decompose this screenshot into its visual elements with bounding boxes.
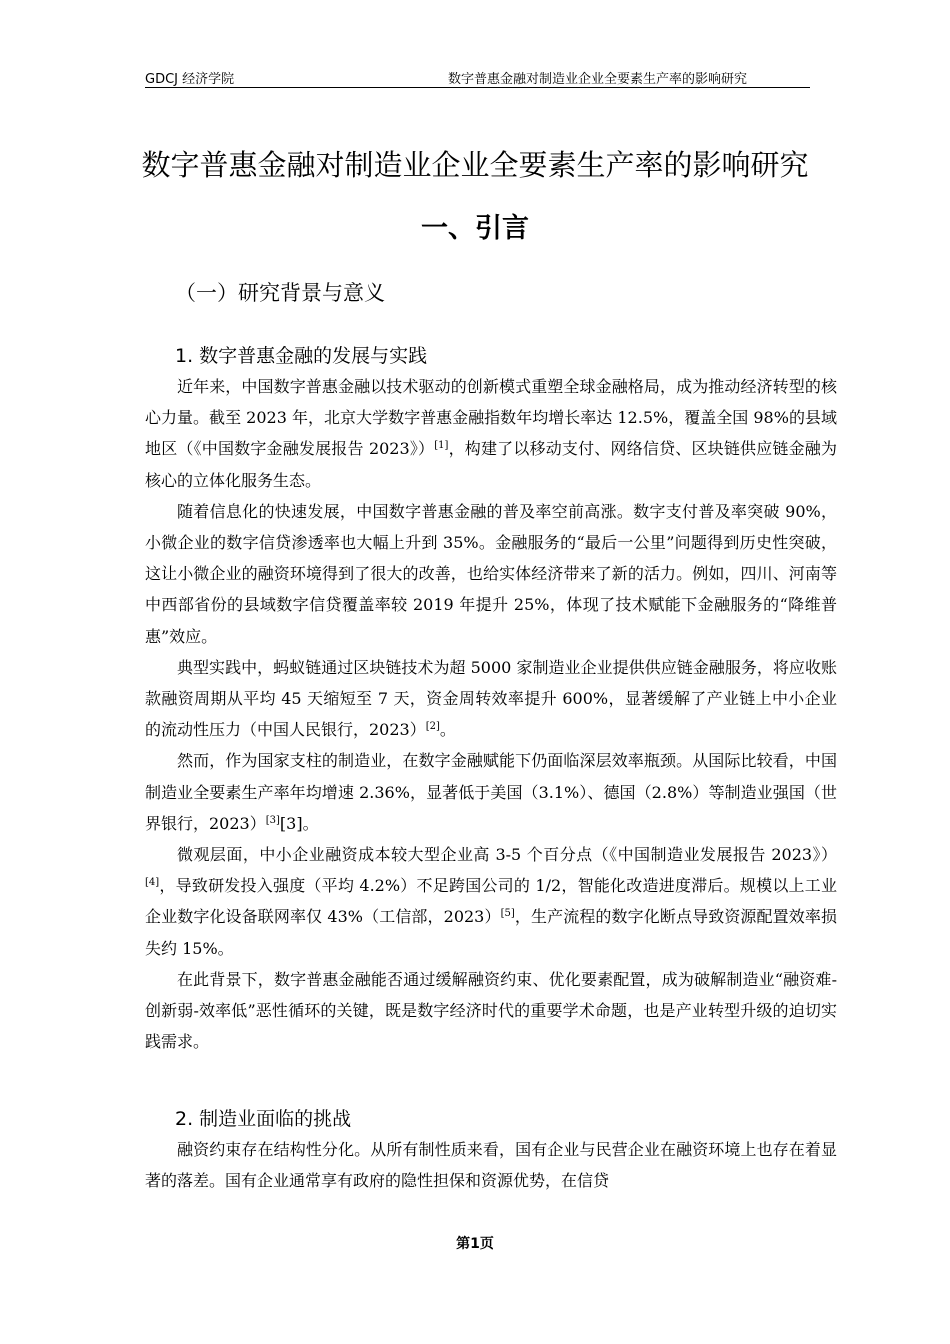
subsection-heading-background: （一）研究背景与意义 (175, 281, 385, 305)
item-heading-manufacturing-challenges: 2. 制造业面临的挑战 (175, 1108, 352, 1130)
paragraph-6: 在此背景下，数字普惠金融能否通过缓解融资约束、优化要素配置，成为破解制造业“融资难-创新弱-效率低”恶性循环的关键，既是数字经济时代的重要学术命题，也是产业转型升级的迫切实践需求。 (145, 969, 837, 1052)
body-text-block-1 (145, 371, 837, 1057)
citation-1: [1] (434, 440, 449, 452)
citation-2: [2] (425, 721, 440, 733)
citation-4: [4] (145, 877, 160, 889)
paragraph-3: 典型实践中，蚂蚁链通过区块链技术为超 5000 家制造业企业提供供应链金融服务，将应收账款融资周期从平均 45 天缩短至 7 天，资金周转效率提升 600%，显著缓解了产业链上中小企业的流动性压力（中国人民银行，2023）[2]。 (145, 657, 837, 740)
page-number: 第1页 (456, 1236, 494, 1252)
body-text-block-2 (145, 1134, 837, 1196)
paragraph-7: 融资约束存在结构性分化。从所有制性质来看，国有企业与民营企业在融资环境上也存在着显著的落差。国有企业通常享有政府的隐性担保和资源优势，在信贷 (145, 1140, 837, 1191)
paragraph-5: 微观层面，中小企业融资成本较大型企业高 3-5 个百分点（《中国制造业发展报告 2023》）[4]，导致研发投入强度（平均 4.2%）不足跨国公司的 1/2，智能化改造进度滞后。规模以上工业企业数字化设备联网率仅 43%（工信部，2023）[5]，生产流程的数字化断点导致资源配置效率损失约 15%。 (145, 845, 837, 958)
citation-3: [3] (265, 814, 280, 826)
paragraph-1: 近年来，中国数字普惠金融以技术驱动的创新模式重塑全球金融格局，成为推动经济转型的核心力量。截至 2023 年，北京大学数字普惠金融指数年均增长率达 12.5%，覆盖全国 98%的县域地区（《中国数字金融发展报告 2023》）[1]，构建了以移动支付、网络信贷、区块链供应链金融为核心的立体化服务生态。 (145, 377, 837, 490)
paragraph-2: 随着信息化的快速发展，中国数字普惠金融的普及率空前高涨。数字支付普及率突破 90%，小微企业的数字信贷渗透率也大幅上升到 35%。金融服务的“最后一公里”问题得到历史性突破，这让小微企业的融资环境得到了很大的改善，也给实体经济带来了新的活力。例如，四川、河南等中西部省份的县域数字信贷覆盖率较 2019 年提升 25%，体现了技术赋能下金融服务的“降维普惠”效应。 (145, 501, 837, 646)
header-right-text: 数字普惠金融对制造业企业全要素生产率的影响研究 (448, 72, 748, 87)
item-heading-digital-finance: 1. 数字普惠金融的发展与实践 (175, 345, 428, 367)
paragraph-4: 然而，作为国家支柱的制造业，在数字金融赋能下仍面临深层效率瓶颈。从国际比较看，中国制造业全要素生产率年均增速 2.36%，显著低于美国（3.1%）、德国（2.8%）等制造业强国（世界银行，2023）[3][3]。 (145, 751, 837, 833)
page-header (145, 67, 810, 88)
citation-5: [5] (500, 908, 515, 920)
section-heading-introduction: 一、引言 (421, 213, 529, 244)
document-title: 数字普惠金融对制造业企业全要素生产率的影响研究 (141, 148, 809, 182)
header-left-text: GDCJ 经济学院 (145, 72, 235, 87)
